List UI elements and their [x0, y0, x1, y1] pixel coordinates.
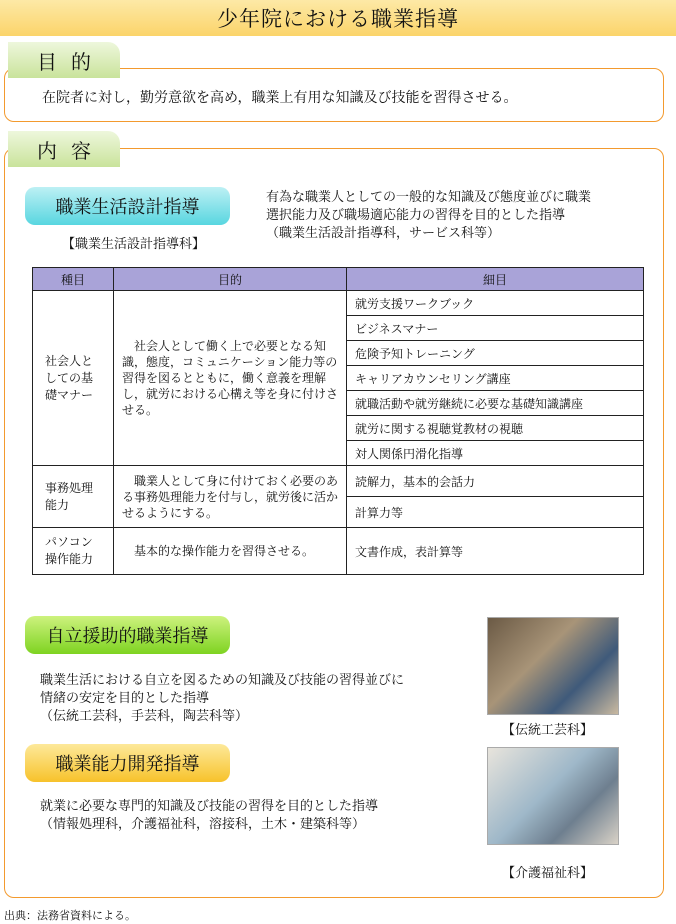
- self-support-desc-3: （伝統工芸科，手芸科，陶芸科等）: [40, 709, 249, 724]
- skill-development-desc-1: 就業に必要な専門的知識及び技能の習得を目的とした指導: [40, 799, 379, 814]
- self-support-desc-2: 情緒の安定を目的とした指導: [40, 691, 210, 706]
- content-heading: 内容: [8, 131, 120, 167]
- table-item: 危険予知トレーニング: [347, 341, 644, 366]
- table-item: 計算力等: [347, 497, 644, 528]
- purpose-heading: 目的: [8, 42, 120, 78]
- table-item: 就職活動や就労継続に必要な基礎知識講座: [347, 391, 644, 416]
- purpose-cell-text: 職業人として身に付けておく必要のある事務処理能力を付与し，就労後に活かせるようにする。: [122, 473, 339, 520]
- table-row: [33, 466, 644, 497]
- category-text: 社会人としての基礎マナー: [45, 353, 94, 402]
- self-support-desc-1: 職業生活における自立を図るための知識及び技能の習得並びに: [40, 673, 405, 688]
- row-purpose: [114, 466, 347, 528]
- career-planning-desc-1: 有為な職業人としての一般的な知識及び態度並びに職業: [266, 190, 592, 205]
- row-category: [33, 528, 114, 575]
- skill-development-label: 職業能力開発指導: [25, 744, 230, 782]
- care-photo-caption: 【介護福祉科】: [502, 866, 594, 881]
- crafts-photo-caption: 【伝統工芸科】: [502, 723, 594, 738]
- header-category: 種目: [33, 268, 114, 291]
- row-purpose: [114, 528, 347, 575]
- career-planning-desc-3: （職業生活設計指導科，サービス科等）: [266, 226, 501, 241]
- care-photo: [487, 747, 619, 845]
- table-item: 対人関係円滑化指導: [347, 441, 644, 466]
- table-item: キャリアカウンセリング講座: [347, 366, 644, 391]
- purpose-cell-text: 基本的な操作能力を習得させる。: [134, 544, 315, 558]
- career-planning-desc-2: 選択能力及び職場適応能力の習得を目的とした指導: [266, 208, 566, 223]
- header-purpose: 目的: [114, 268, 347, 291]
- table-header-row: [33, 268, 644, 291]
- self-support-label: 自立援助的職業指導: [25, 616, 230, 654]
- row-category: [33, 291, 114, 466]
- career-planning-subject: 【職業生活設計指導科】: [62, 237, 206, 252]
- skill-development-desc-2: （情報処理科，介護福祉科，溶接科，土木・建築科等）: [40, 817, 366, 832]
- row-purpose: [114, 291, 347, 466]
- detail-table: [32, 267, 644, 575]
- table-item: 就労に関する視聴覚教材の視聴: [347, 416, 644, 441]
- purpose-text: 在院者に対し，勤労意欲を高め，職業上有用な知識及び技能を習得させる。: [42, 90, 518, 106]
- header-items: 細目: [347, 268, 644, 291]
- purpose-cell-text: 社会人として働く上で必要となる知識，態度，コミュニケーション能力等の習得を図るとともに，働く意義を理解し，就労における心構え等を身に付けさせる。: [122, 339, 339, 417]
- page-title: 少年院における職業指導: [217, 7, 459, 31]
- category-text: 事務処理能力: [45, 480, 94, 512]
- crafts-photo: [487, 617, 619, 715]
- category-text: パソコン操作能力: [45, 535, 94, 566]
- table-item: 就労支援ワークブック: [347, 291, 644, 316]
- title-bar: [0, 0, 676, 36]
- table-row: [33, 528, 644, 575]
- row-category: [33, 466, 114, 528]
- table-item: ビジネスマナー: [347, 316, 644, 341]
- table-item: 文書作成，表計算等: [347, 528, 644, 575]
- source-note: 出典：法務省資料による。: [4, 909, 136, 922]
- table-item: 読解力，基本的会話力: [347, 466, 644, 497]
- career-planning-label: 職業生活設計指導: [25, 187, 230, 225]
- table-row: [33, 291, 644, 316]
